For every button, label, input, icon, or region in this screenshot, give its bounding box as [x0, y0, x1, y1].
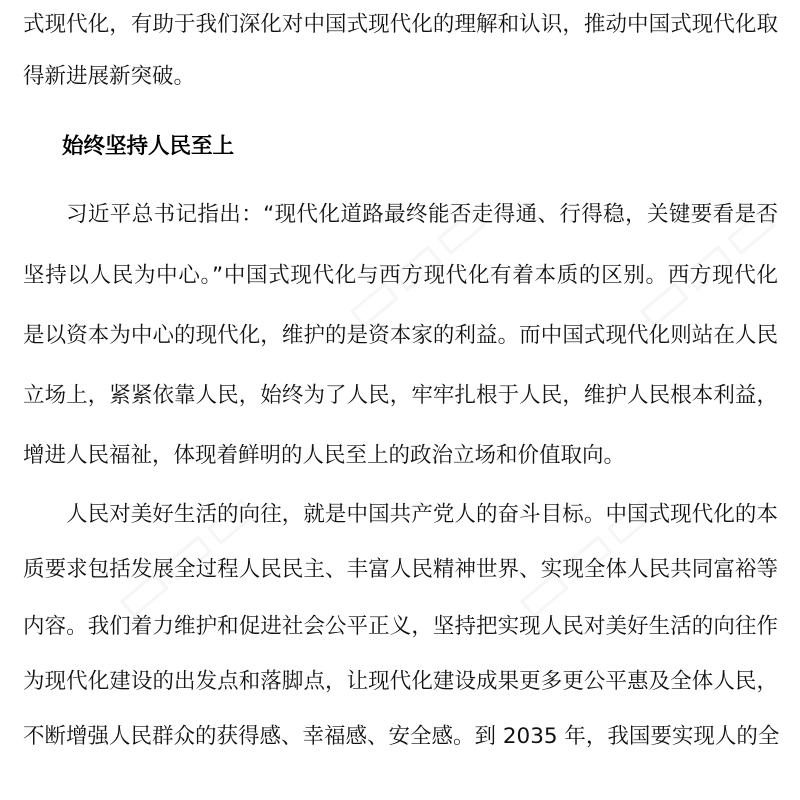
body-text-line: 式现代化，有助于我们深化对中国式现代化的理解和认识，推动中国式现代化取	[23, 12, 778, 37]
section-heading: 始终坚持人民至上	[62, 134, 235, 159]
body-text-line: 为现代化建设的出发点和落脚点，让现代化建设成果更多更公平惠及全体人民，	[23, 669, 778, 694]
body-text-line: 不断增强人民群众的获得感、幸福感、安全感。到 2035 年，我国要实现人的全	[23, 724, 780, 749]
body-text-line: 人民对美好生活的向往，就是中国共产党人的奋斗目标。中国式现代化的本	[66, 502, 778, 527]
body-text-line: 是以资本为中心的现代化，维护的是资本家的利益。而中国式现代化则站在人民	[23, 323, 778, 348]
body-text-line: 增进人民福祉，体现着鲜明的人民至上的政治立场和价值取向。	[23, 443, 626, 468]
body-text-line: 得新进展新突破。	[23, 64, 196, 89]
body-text-line: 立场上，紧紧依靠人民，始终为了人民，牢牢扎根于人民，维护人民根本利益，	[23, 383, 778, 408]
body-text-line: 质要求包括发展全过程人民民主、丰富人民精神世界、实现全体人民共同富裕等	[23, 557, 778, 582]
body-text-line: 内容。我们着力维护和促进社会公平正义，坚持把实现人民对美好生活的向往作	[23, 614, 778, 639]
body-text-line: 习近平总书记指出：“现代化道路最终能否走得通、行得稳，关键要看是否	[66, 202, 778, 227]
body-text-line: 坚持以人民为中心。”中国式现代化与西方现代化有着本质的区别。西方现代化	[23, 263, 778, 288]
